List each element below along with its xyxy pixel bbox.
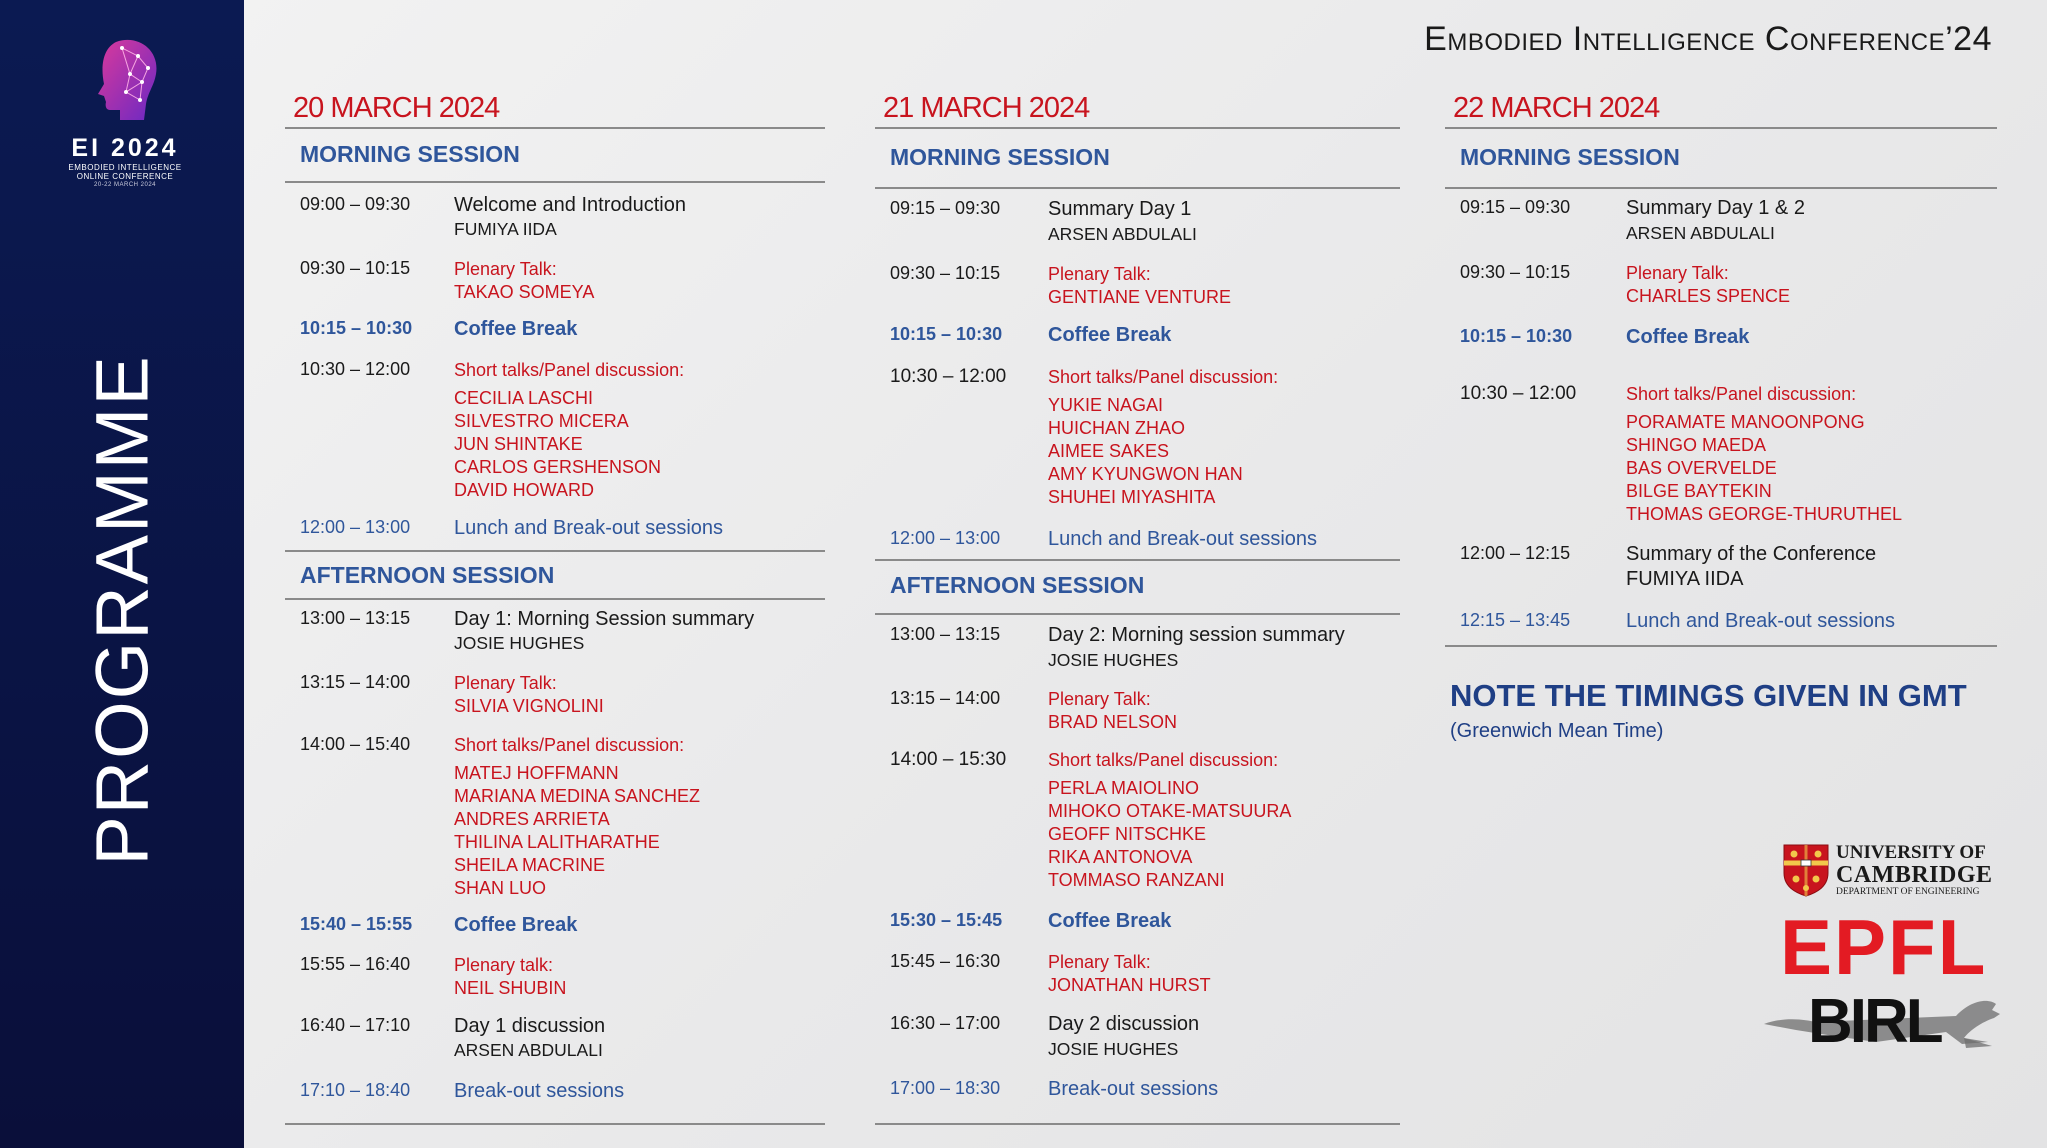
item-time: 10:15 – 10:30	[890, 324, 1003, 344]
item-time: 10:15 – 10:30	[300, 318, 413, 338]
item-title: Welcome and Introduction	[454, 194, 686, 216]
speaker-name: SILVESTRO MICERA	[454, 411, 629, 431]
item-title: Summary of the Conference	[1626, 543, 1877, 565]
sidebar	[0, 0, 244, 1148]
item-title: Plenary Talk:	[1048, 689, 1151, 709]
day-date: 22 MARCH 2024	[1453, 92, 1660, 124]
day-date: 20 MARCH 2024	[293, 92, 500, 124]
item-speaker: JONATHAN HURST	[1048, 975, 1211, 995]
timezone-note	[1450, 678, 1967, 743]
day-date: 21 MARCH 2024	[883, 92, 1090, 124]
item-time: 15:40 – 15:55	[300, 914, 413, 934]
note-subtitle: (Greenwich Mean Time)	[1450, 720, 1664, 742]
divider	[875, 559, 1400, 561]
item-speaker: ARSEN ABDULALI	[1626, 223, 1775, 243]
speaker-list	[1048, 394, 1243, 509]
speaker-name: CARLOS GERSHENSON	[454, 457, 662, 477]
cambridge-crest-icon	[1782, 843, 1830, 897]
speaker-name: SHINGO MAEDA	[1626, 435, 1767, 455]
item-title: Lunch and Break-out sessions	[454, 517, 724, 539]
speaker-name: PORAMATE MANOONPONG	[1626, 412, 1865, 432]
speaker-name: PERLA MAIOLINO	[1048, 778, 1200, 798]
speaker-name: CECILIA LASCHI	[454, 388, 594, 408]
item-title: Short talks/Panel discussion:	[1048, 750, 1279, 770]
item-speaker: CHARLES SPENCE	[1626, 286, 1791, 306]
conference-title: Embodied Intelligence Conference’24	[1424, 20, 1992, 58]
speaker-name: THOMAS GEORGE-THURUTHEL	[1626, 504, 1903, 524]
divider	[285, 181, 825, 183]
epfl-logo: EPFL	[1780, 903, 1988, 991]
day-column-22-march	[1445, 88, 1997, 648]
item-time: 17:00 – 18:30	[890, 1078, 1001, 1098]
item-time: 09:30 – 10:15	[1460, 262, 1571, 282]
divider	[1445, 645, 1997, 647]
logo-subtitle-2: ONLINE CONFERENCE	[76, 172, 174, 181]
item-title: Lunch and Break-out sessions	[1626, 610, 1896, 632]
item-title: Plenary talk:	[454, 955, 554, 975]
divider	[285, 127, 825, 129]
head-logo-icon	[86, 34, 164, 130]
day-column-20-march	[285, 88, 825, 1128]
speaker-name: MARIANA MEDINA SANCHEZ	[454, 786, 701, 806]
item-time: 12:00 – 12:15	[1460, 543, 1571, 563]
item-title: Plenary Talk:	[1048, 264, 1151, 284]
item-speaker: BRAD NELSON	[1048, 712, 1178, 732]
item-speaker: FUMIYA IIDA	[454, 219, 557, 239]
item-time: 12:00 – 13:00	[300, 517, 411, 537]
item-title: Lunch and Break-out sessions	[1048, 528, 1318, 550]
birl-logo	[1756, 986, 2006, 1056]
item-time: 14:00 – 15:30	[890, 749, 1007, 770]
morning-session-heading: MORNING SESSION	[1460, 144, 1680, 170]
item-title: Plenary Talk:	[454, 673, 557, 693]
logo-title: EI 2024	[71, 134, 179, 162]
item-title: Break-out sessions	[454, 1080, 625, 1102]
speaker-name: JUN SHINTAKE	[454, 434, 583, 454]
speaker-list	[1048, 777, 1291, 892]
item-speaker: GENTIANE VENTURE	[1048, 287, 1232, 307]
item-speaker: ARSEN ABDULALI	[1048, 224, 1197, 244]
item-title: Summary Day 1	[1048, 198, 1192, 220]
programme-title: PROGRAMME	[80, 354, 164, 866]
day-column-21-march	[875, 88, 1400, 1128]
item-speaker: JOSIE HUGHES	[1048, 1039, 1179, 1059]
item-time: 09:15 – 09:30	[890, 198, 1001, 218]
item-title: Coffee Break	[454, 318, 578, 340]
speaker-name: MATEJ HOFFMANN	[454, 763, 619, 783]
item-time: 12:00 – 13:00	[890, 528, 1001, 548]
speaker-name: SHUHEI MIYASHITA	[1048, 487, 1216, 507]
speaker-name: MIHOKO OTAKE-MATSUURA	[1048, 801, 1292, 821]
item-time: 09:30 – 10:15	[300, 258, 411, 278]
birl-text: BIRL	[1808, 987, 1941, 1056]
afternoon-session-heading: AFTERNOON SESSION	[890, 572, 1145, 598]
item-time: 16:30 – 17:00	[890, 1013, 1001, 1033]
item-speaker: JOSIE HUGHES	[1048, 650, 1179, 670]
speaker-list	[1626, 411, 1902, 526]
speaker-name: BAS OVERVELDE	[1626, 458, 1777, 478]
item-speaker: ARSEN ABDULALI	[454, 1040, 603, 1060]
item-title: Coffee Break	[454, 914, 578, 936]
item-time: 15:45 – 16:30	[890, 951, 1001, 971]
item-title: Coffee Break	[1048, 324, 1172, 346]
item-title: Day 1 discussion	[454, 1015, 606, 1037]
item-time: 09:15 – 09:30	[1460, 197, 1571, 217]
speaker-name: DAVID HOWARD	[454, 480, 595, 500]
item-title: Coffee Break	[1048, 910, 1172, 932]
cambridge-logo	[1782, 843, 1997, 903]
item-speaker: FUMIYA IIDA	[1626, 568, 1744, 590]
divider	[1445, 127, 1997, 129]
divider	[285, 550, 825, 552]
item-title: Day 1: Morning Session summary	[454, 608, 755, 630]
item-time: 10:30 – 12:00	[1460, 383, 1577, 404]
item-title: Short talks/Panel discussion:	[1626, 384, 1857, 404]
divider	[875, 187, 1400, 189]
item-time: 12:15 – 13:45	[1460, 610, 1571, 630]
item-title: Short talks/Panel discussion:	[454, 360, 685, 380]
logo-subtitle-1: EMBODIED INTELLIGENCE	[68, 163, 182, 172]
item-title: Plenary Talk:	[454, 259, 557, 279]
conference-logo	[55, 34, 195, 189]
speaker-name: SHAN LUO	[454, 878, 547, 898]
morning-session-heading: MORNING SESSION	[300, 141, 520, 167]
speaker-name: TOMMASO RANZANI	[1048, 870, 1225, 890]
divider	[875, 1123, 1400, 1125]
item-time: 13:00 – 13:15	[890, 624, 1001, 644]
item-title: Plenary Talk:	[1048, 952, 1151, 972]
item-time: 10:15 – 10:30	[1460, 326, 1573, 346]
item-speaker: SILVIA VIGNOLINI	[454, 696, 604, 716]
item-title: Break-out sessions	[1048, 1078, 1219, 1100]
item-speaker: TAKAO SOMEYA	[454, 282, 595, 302]
item-time: 13:15 – 14:00	[890, 688, 1001, 708]
item-title: Day 2 discussion	[1048, 1013, 1200, 1035]
item-time: 10:30 – 12:00	[300, 359, 411, 379]
item-time: 17:10 – 18:40	[300, 1080, 411, 1100]
divider	[285, 598, 825, 600]
divider	[285, 1123, 825, 1125]
divider	[875, 613, 1400, 615]
item-time: 16:40 – 17:10	[300, 1015, 411, 1035]
item-time: 14:00 – 15:40	[300, 734, 411, 754]
item-time: 13:15 – 14:00	[300, 672, 411, 692]
item-speaker: JOSIE HUGHES	[454, 633, 585, 653]
afternoon-session-heading: AFTERNOON SESSION	[300, 562, 555, 588]
item-time: 09:00 – 09:30	[300, 194, 411, 214]
department-line: DEPARTMENT OF ENGINEERING	[1836, 887, 1980, 897]
speaker-name: AMY KYUNGWON HAN	[1048, 464, 1243, 484]
note-title: NOTE THE TIMINGS GIVEN IN GMT	[1450, 678, 1967, 713]
speaker-name: THILINA LALITHARATHE	[454, 832, 660, 852]
speaker-list	[454, 762, 700, 900]
item-title: Day 2: Morning session summary	[1048, 624, 1345, 646]
item-title: Short talks/Panel discussion:	[1048, 367, 1279, 387]
morning-session-heading: MORNING SESSION	[890, 144, 1110, 170]
divider	[875, 127, 1400, 129]
item-title: Coffee Break	[1626, 326, 1750, 348]
speaker-name: HUICHAN ZHAO	[1048, 418, 1186, 438]
speaker-name: GEOFF NITSCHKE	[1048, 824, 1207, 844]
university-line-2: CAMBRIDGE	[1836, 862, 1993, 888]
item-title: Summary Day 1 & 2	[1626, 197, 1805, 219]
speaker-name: YUKIE NAGAI	[1048, 395, 1164, 415]
speaker-name: AIMEE SAKES	[1048, 441, 1170, 461]
item-time: 10:30 – 12:00	[890, 366, 1007, 387]
university-line-1: UNIVERSITY OF	[1836, 842, 1986, 863]
speaker-name: SHEILA MACRINE	[454, 855, 606, 875]
speaker-list	[454, 387, 661, 502]
item-time: 13:00 – 13:15	[300, 608, 411, 628]
item-title: Plenary Talk:	[1626, 263, 1729, 283]
speaker-name: BILGE BAYTEKIN	[1626, 481, 1772, 501]
logo-date: 20-22 MARCH 2024	[93, 182, 157, 188]
item-speaker: NEIL SHUBIN	[454, 978, 567, 998]
speaker-name: ANDRES ARRIETA	[454, 809, 610, 829]
speaker-name: RIKA ANTONOVA	[1048, 847, 1193, 867]
divider	[1445, 187, 1997, 189]
item-time: 09:30 – 10:15	[890, 263, 1001, 283]
item-time: 15:30 – 15:45	[890, 910, 1003, 930]
item-title: Short talks/Panel discussion:	[454, 735, 685, 755]
item-time: 15:55 – 16:40	[300, 954, 411, 974]
